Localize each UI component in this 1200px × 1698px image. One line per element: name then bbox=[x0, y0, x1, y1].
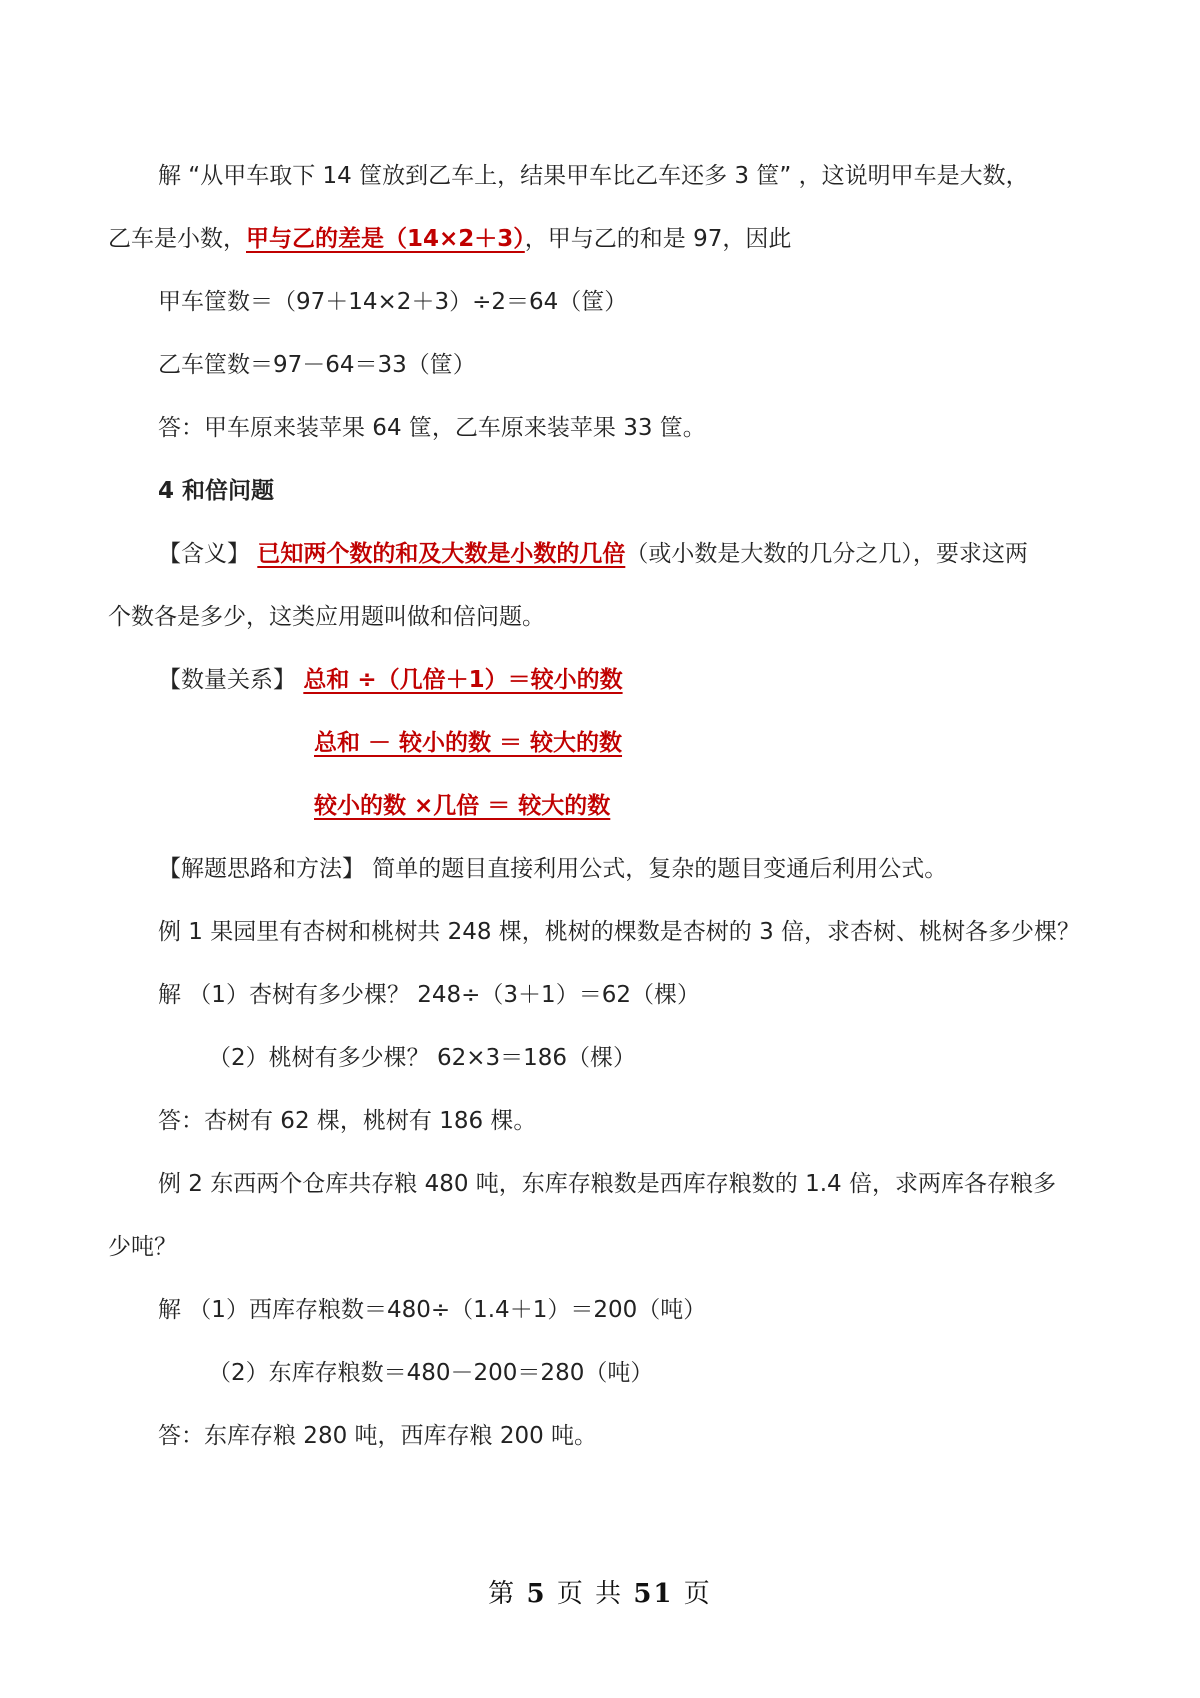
footer-suffix: 页 bbox=[683, 1579, 712, 1609]
example-2-step-2: （2）东库存粮数＝480－200＝280（吨） bbox=[208, 1360, 654, 1386]
definition-line bbox=[108, 523, 1098, 586]
example-1-step-1: 解 （1）杏树有多少棵？ 248÷（3＋1）＝62（棵） bbox=[158, 982, 700, 1008]
formula-3: 较小的数 ×几倍 ＝ 较大的数 bbox=[314, 793, 611, 819]
text-segment: （或小数是大数的几分之几），要求这两 bbox=[625, 541, 1028, 567]
highlight-difference: 甲与乙的差是（14×2＋3） bbox=[246, 226, 525, 252]
example-2: 例 2 东西两个仓库共存粮 480 吨，东库存粮数是西库存粮数的 1.4 倍，求两库各存粮多 bbox=[158, 1171, 1056, 1197]
highlight-definition: 已知两个数的和及大数是小数的几倍 bbox=[257, 541, 626, 567]
answer-line-1: 答：甲车原来装苹果 64 筐，乙车原来装苹果 33 筐。 bbox=[158, 415, 706, 441]
relation-line-3 bbox=[108, 775, 1098, 838]
relation-line-2 bbox=[108, 712, 1098, 775]
relation-line-1 bbox=[108, 649, 1098, 712]
example-2-answer: 答：东库存粮 280 吨，西库存粮 200 吨。 bbox=[158, 1423, 598, 1449]
section-heading: 4 和倍问题 bbox=[158, 478, 275, 504]
definition-line-2: 个数各是多少，这类应用题叫做和倍问题。 bbox=[108, 604, 545, 630]
example-2-cont: 少吨？ bbox=[108, 1234, 177, 1260]
formula-1: 总和 ÷（几倍＋1）＝较小的数 bbox=[303, 667, 623, 693]
solution-line-1: 解 “从甲车取下 14 筐放到乙车上，结果甲车比乙车还多 3 筐” ，这说明甲车是大数， bbox=[158, 163, 1029, 189]
relation-label: 【数量关系】 bbox=[158, 667, 296, 693]
footer-prefix: 第 bbox=[488, 1579, 517, 1609]
calc-line-yi: 乙车筐数＝97－64＝33（筐） bbox=[158, 352, 476, 378]
definition-label: 【含义】 bbox=[158, 541, 250, 567]
text-segment: 乙车是小数， bbox=[108, 226, 246, 252]
method-line: 【解题思路和方法】 简单的题目直接利用公式，复杂的题目变通后利用公式。 bbox=[158, 856, 948, 882]
current-page-number: 5 bbox=[526, 1579, 547, 1609]
example-1-step-2: （2）桃树有多少棵？ 62×3＝186（棵） bbox=[208, 1045, 637, 1071]
solution-line-2 bbox=[108, 208, 1098, 271]
example-2-step-1: 解 （1）西库存粮数＝480÷（1.4＋1）＝200（吨） bbox=[158, 1297, 707, 1323]
example-1: 例 1 果园里有杏树和桃树共 248 棵，桃树的棵数是杏树的 3 倍，求杏树、桃树各多少棵？ bbox=[158, 919, 1081, 945]
page-footer bbox=[0, 1573, 1200, 1610]
footer-middle: 页 共 bbox=[556, 1579, 624, 1609]
formula-2: 总和 － 较小的数 ＝ 较大的数 bbox=[314, 730, 623, 756]
page-content bbox=[108, 145, 1098, 1468]
calc-line-jia: 甲车筐数＝（97＋14×2＋3）÷2＝64（筐） bbox=[158, 289, 628, 315]
example-1-answer: 答：杏树有 62 棵，桃树有 186 棵。 bbox=[158, 1108, 537, 1134]
total-pages-number: 51 bbox=[633, 1579, 674, 1609]
text-segment: ，甲与乙的和是 97，因此 bbox=[524, 226, 792, 252]
